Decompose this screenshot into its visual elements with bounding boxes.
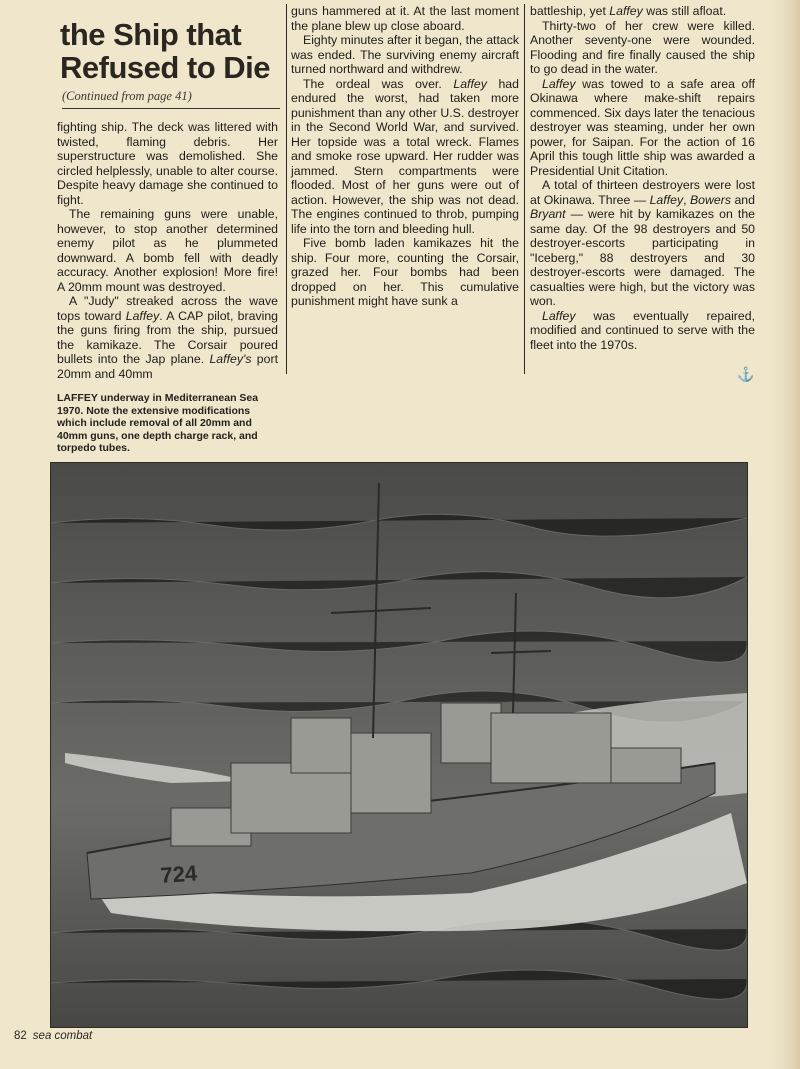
paragraph: battleship, yet Laffey was still afloat. — [530, 4, 727, 18]
paragraph: Eighty minutes after it began, the attack was ended. The surviving enemy aircraft turned northward and withdrew. — [291, 33, 520, 76]
column-1 — [57, 120, 278, 381]
page-edge — [770, 0, 800, 1069]
publication-name: sea combat — [32, 1030, 93, 1042]
page-footer — [14, 1030, 92, 1042]
paragraph: A total of thirteen destroyers were lost at Okinawa. Three — Laffey, Bowers and Bryant — were hit by kamikazes on the same day. Of the 98 destroyers and 50 destroyer-escorts participating in "Iceberg," 88 destroyers and 30 destroyer-escorts were damaged. The casualties were high, but the victory was won. — [530, 178, 755, 308]
column-3 — [530, 4, 755, 352]
title-line-1: the Ship that — [60, 17, 242, 52]
page-number: 82 — [14, 1030, 27, 1042]
anchor-icon: ⚓ — [737, 366, 755, 382]
ship-photo — [50, 462, 748, 1028]
article-title — [60, 18, 282, 84]
column-divider — [286, 4, 287, 374]
paragraph: Laffey was eventually repaired, modified and continued to serve with the fleet into the 1970s. — [530, 308, 755, 352]
paragraph: The remaining guns were unable, however, to stop another determined enemy pilot as he plummeted downward. A bomb fell with deadly accuracy. Another explosion! More fire! A 20mm mount was destroyed. — [57, 207, 278, 294]
paragraph: Thirty-two of her crew were killed. Another seventy-one were wounded. Flooding and fire finally caused the ship to go dead in the water. — [530, 18, 755, 76]
column-2 — [291, 4, 519, 309]
paragraph: The ordeal was over. Laffey had endured the worst, had taken more punishment than any other U.S. destroyer in the Second World War, and survived. Her topside was a total wreck. Flames and smoke rose upward. Her rudder was jammed. Stern compartments were flooded. Most of her guns were out of action. However, the ship was not dead. The engines continued to throb, pumping life into the torn and bleeding hull. — [291, 76, 519, 236]
hull-number: 724 — [159, 860, 198, 888]
paragraph: A "Judy" streaked across the wave tops toward Laffey. A CAP pilot, braving the guns firing from the ship, pursued the kamikaze. The Corsair poured bullets into the Jap plane. Laffey's port 20mm and 40mm — [57, 294, 278, 381]
paragraph: Five bomb laden kamikazes hit the ship. Four more, counting the Corsair, grazed her. Four bombs had been dropped on her. This cumulative punishment might have sunk a — [291, 236, 519, 308]
continued-note: (Continued from page 41) — [62, 89, 280, 109]
title-line-2: Refused to Die — [60, 50, 271, 85]
paragraph: fighting ship. The deck was littered with twisted, flaming debris. Her superstructure was demolished. She circled helplessly, unable to alter course. Despite heavy damage she continued to fight. — [57, 120, 278, 207]
paragraph: guns hammered at it. At the last moment the plane blew up close aboard. — [291, 4, 519, 33]
photo-caption: LAFFEY underway in Mediterranean Sea 1970. Note the extensive modifications which include removal of all 20mm and 40mm guns, one depth charge rack, and torpedo tubes. — [57, 392, 259, 454]
column-divider — [524, 4, 525, 374]
paragraph: Laffey was towed to a safe area off Okinawa where make-shift repairs commenced. Six days later the tenacious destroyer was steaming, under her own power, for Saipan. For the action of 16 April this tough little ship was awarded a Presidential Unit Citation. — [530, 76, 755, 178]
